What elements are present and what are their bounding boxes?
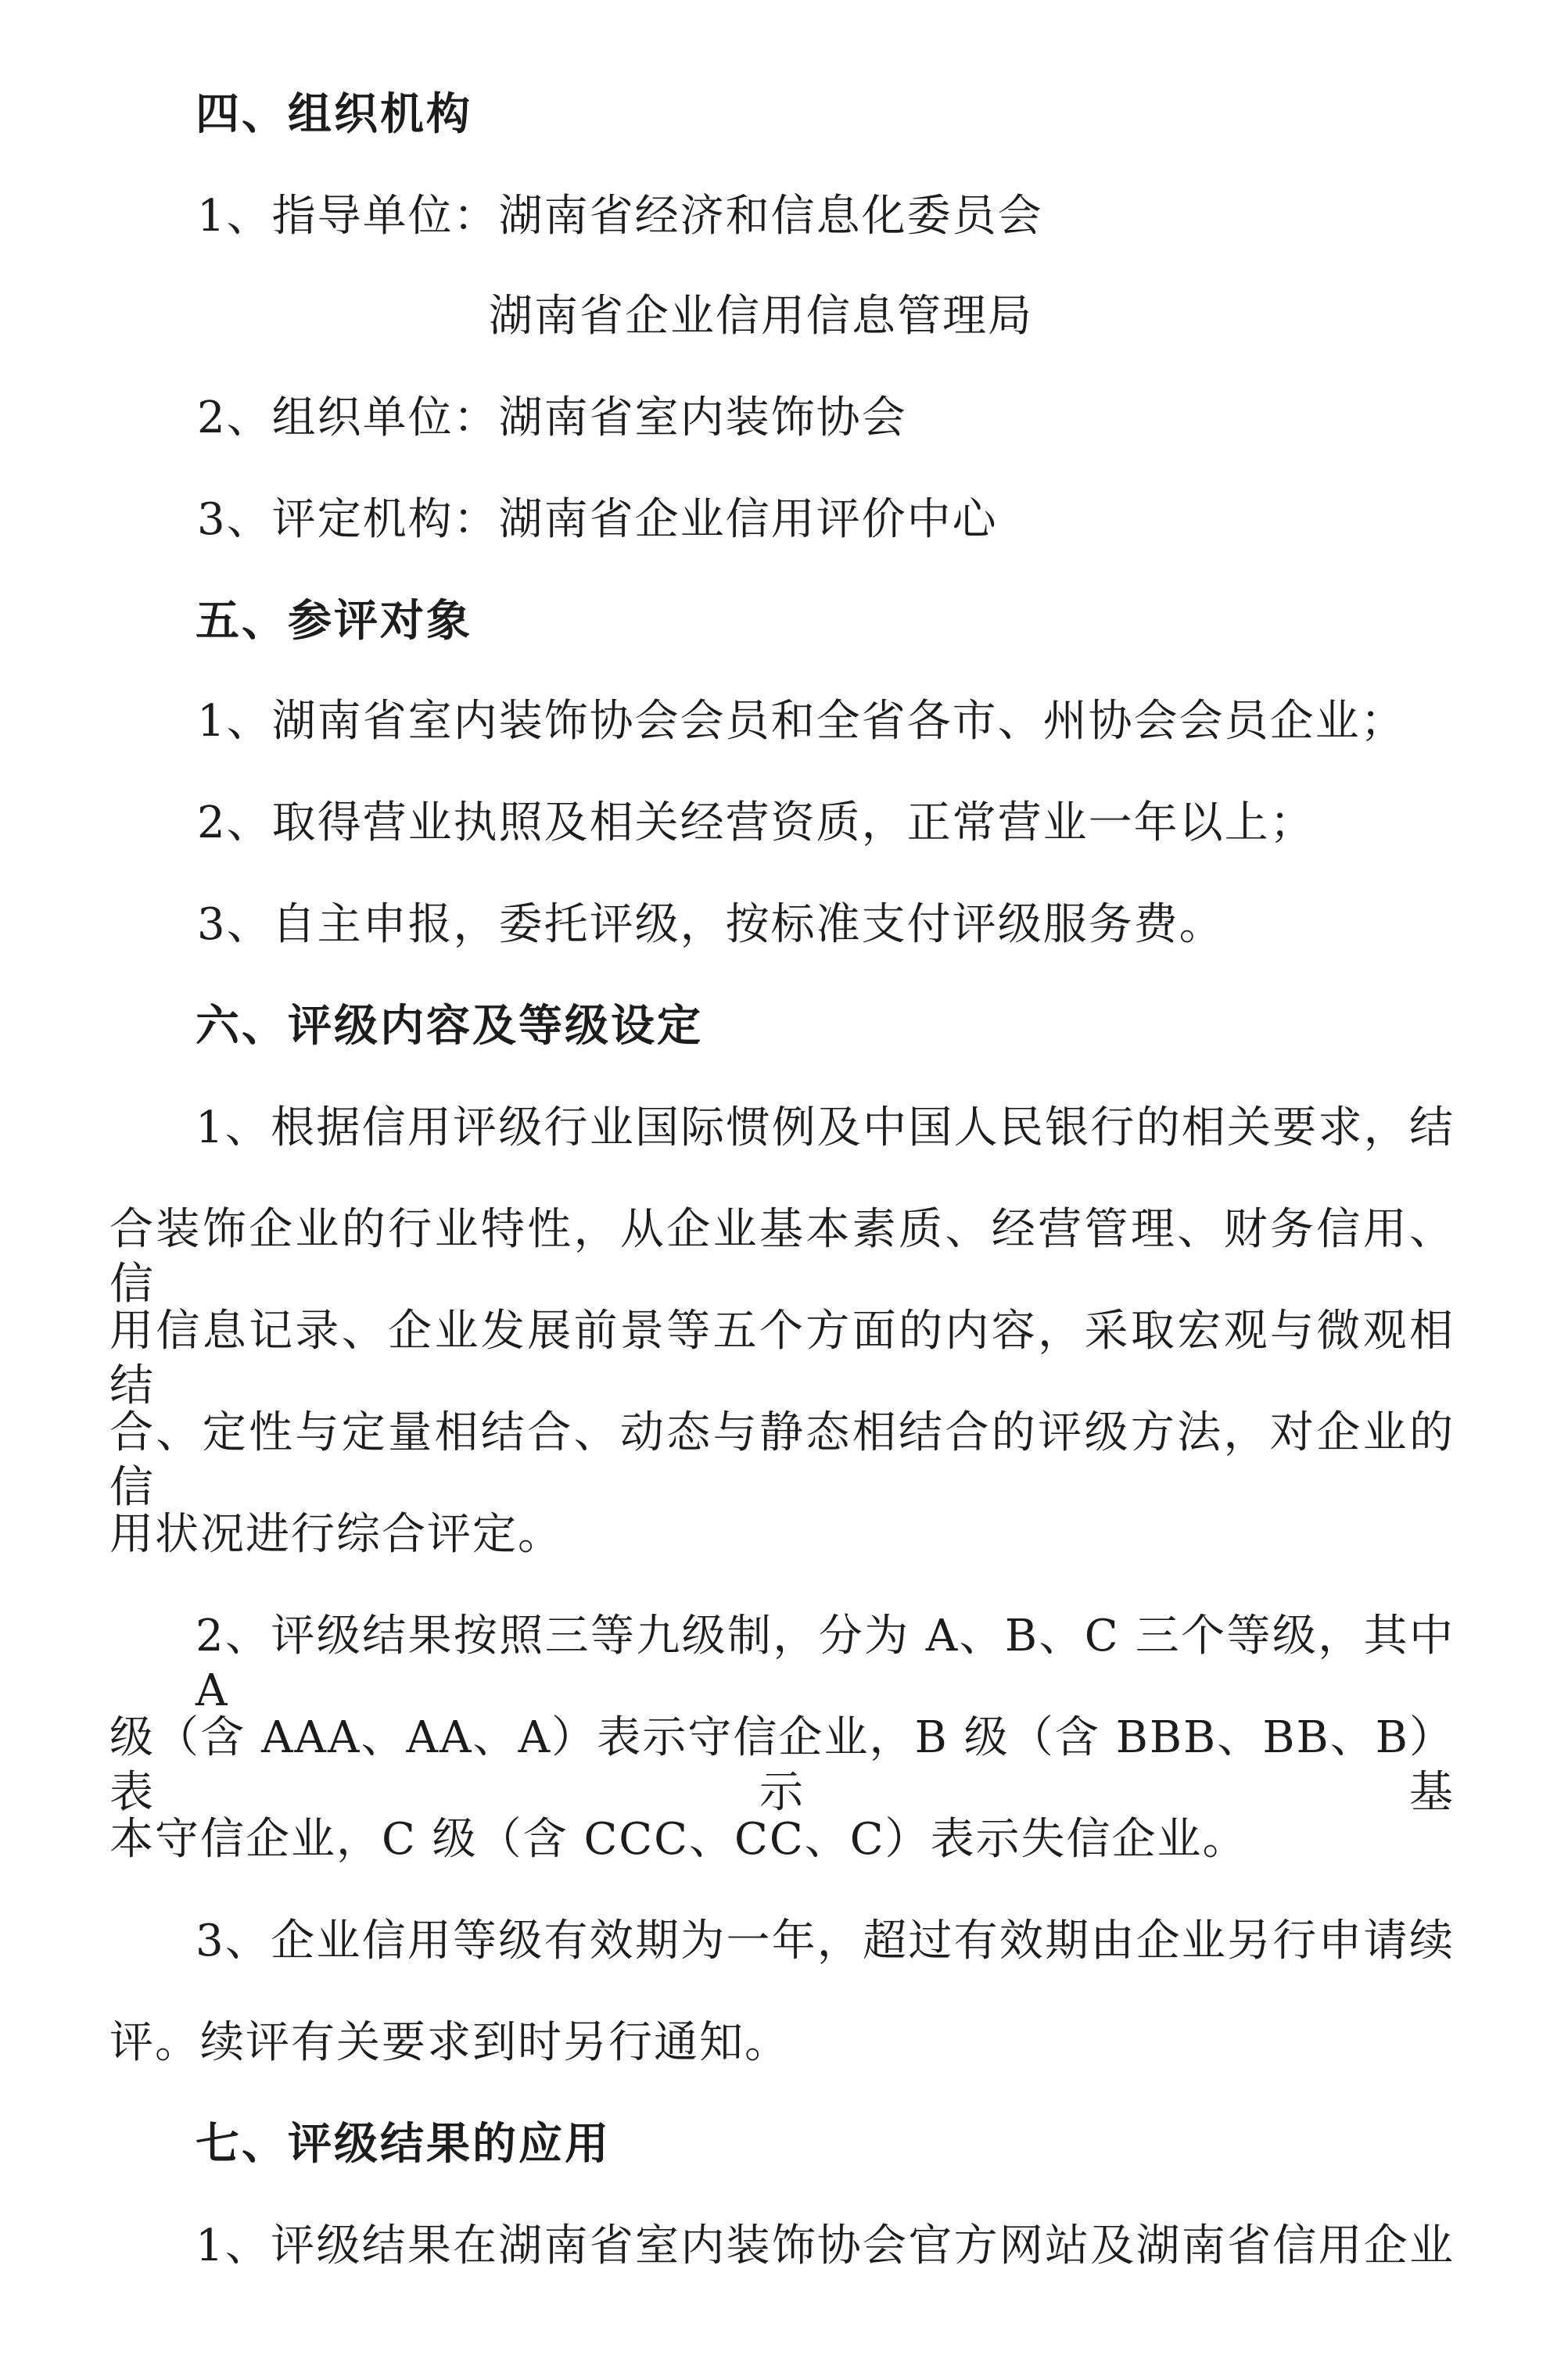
rating-p3-line-1: 3、企业信用等级有效期为一年，超过有效期由企业另行申请续 [196,1916,1455,1966]
application-p1-line-1: 1、评级结果在湖南省室内装饰协会官方网站及湖南省信用企业 [196,2220,1455,2271]
rating-p2-line-3: 本守信企业，C 级（含 CCC、CC、C）表示失信企业。 [109,1814,1248,1865]
rating-p1-line-4: 合、定性与定量相结合、动态与静态相结合的评级方法，对企业的信 [109,1407,1455,1513]
org-item-guidance-unit: 1、指导单位：湖南省经济和信息化委员会 [197,191,1043,242]
participant-item-1: 1、湖南省室内装饰协会会员和全省各市、州协会会员企业； [197,696,1406,747]
org-item-guidance-unit-second: 湖南省企业信用信息管理局 [489,291,1033,342]
rating-p1-line-3: 用信息记录、企业发展前景等五个方面的内容，采取宏观与微观相结 [109,1306,1455,1411]
rating-p1-line-1: 1、根据信用评级行业国际惯例及中国人民银行的相关要求，结 [196,1102,1455,1153]
rating-p3-line-2: 评。续评有关要求到时另行通知。 [109,2017,790,2068]
section-heading-organization: 四、组织机构 [196,89,472,140]
section-heading-participants: 五、参评对象 [196,596,472,647]
section-heading-application: 七、评级结果的应用 [196,2119,611,2170]
section-heading-rating-content: 六、评级内容及等级设定 [196,1001,703,1052]
participant-item-2: 2、取得营业执照及相关经营资质，正常营业一年以上； [197,798,1315,848]
rating-p1-line-2: 合装饰企业的行业特性，从企业基本素质、经营管理、财务信用、信 [109,1204,1455,1310]
rating-p1-line-5: 用状况进行综合评定。 [109,1509,563,1560]
org-item-evaluator: 3、评定机构：湖南省企业信用评价中心 [197,494,998,545]
rating-p2-line-1: 2、评级结果按照三等九级制，分为 A、B、C 三个等级，其中 A [196,1611,1455,1716]
org-item-organizer: 2、组织单位：湖南省室内装饰协会 [197,392,907,443]
rating-p2-line-2: 级（含 AAA、AA、A）表示守信企业，B 级（含 BBB、BB、B）表示基 [109,1712,1455,1818]
participant-item-3: 3、自主申报，委托评级，按标准支付评级服务费。 [197,899,1225,950]
